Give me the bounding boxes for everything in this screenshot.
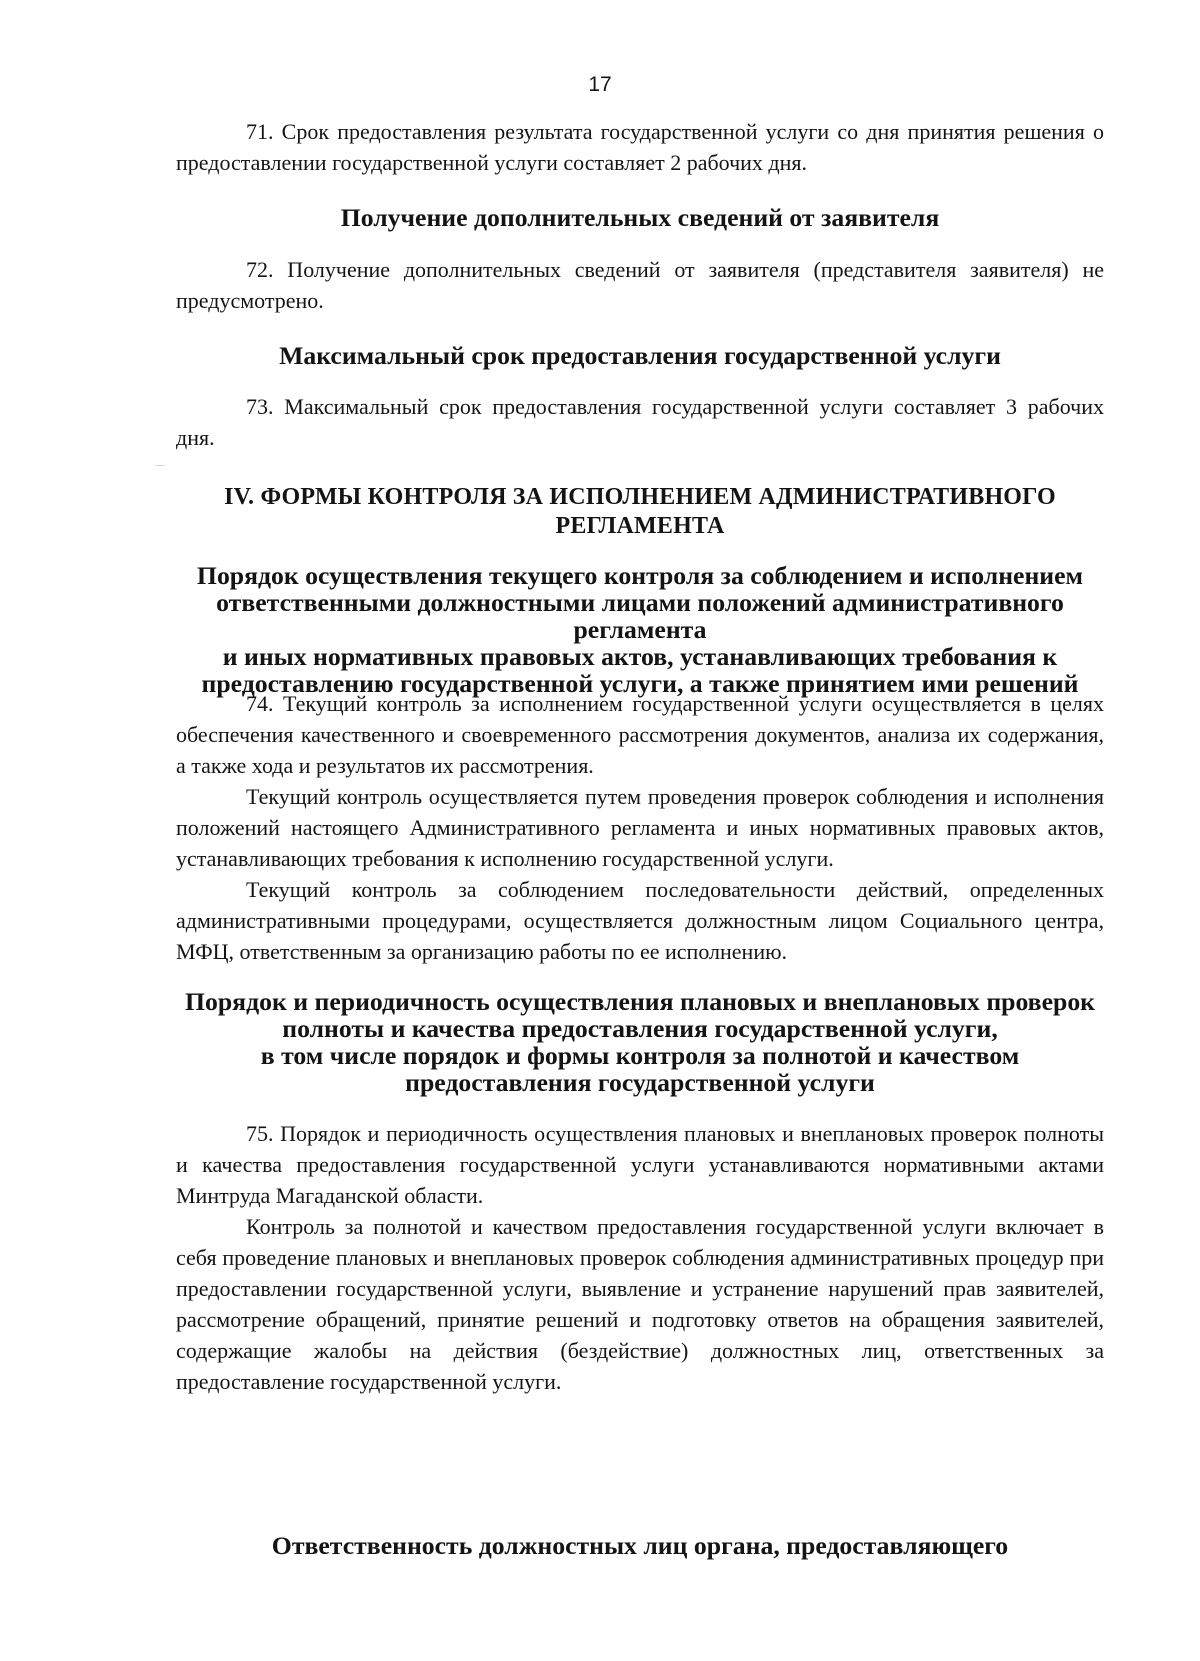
heading-line: полноты и качества предоставления государственной услуги,	[282, 1014, 998, 1043]
page-number: 17	[588, 73, 612, 96]
heading-line: предоставлению государственной услуги, а также принятием ими решений	[201, 669, 1079, 698]
paragraph-text: 74. Текущий контроль за исполнением государственной услуги осуществляется в целях обеспечения качественного и своевременного рассмотрения документов, анализа их содержания, а также хода и результатов их рассмотрения.	[176, 691, 1104, 778]
section-heading: Максимальный срок предоставления государственной услуги	[279, 341, 1001, 370]
section-heading: Получение дополнительных сведений от заявителя	[340, 203, 940, 232]
paragraph-group-74	[176, 688, 1104, 967]
heading-line: Порядок осуществления текущего контроля за соблюдением и исполнением	[196, 561, 1084, 590]
heading-line: предоставления государственной услуги	[405, 1068, 875, 1097]
paragraph-72	[176, 254, 1104, 316]
scan-artifact	[156, 465, 164, 466]
paragraph-text: 75. Порядок и периодичность осуществления плановых и внеплановых проверок полноты и качества предоставления государственной услуги устанавливаются нормативными актами Минтруда Магаданской области.	[176, 1121, 1104, 1208]
heading-line: Порядок и периодичность осуществления плановых и внеплановых проверок	[184, 987, 1096, 1016]
paragraph-group-75	[176, 1118, 1104, 1397]
heading-line: и иных нормативных правовых актов, устанавливающих требования к	[222, 642, 1058, 671]
heading-line: в том числе порядок и формы контроля за полнотой и качеством	[260, 1041, 1020, 1070]
chapter-heading-line: РЕГЛАМЕНТА	[555, 513, 725, 539]
paragraph-text: 73. Максимальный срок предоставления государственной услуги составляет 3 рабочих дня.	[176, 394, 1104, 450]
section-heading	[176, 562, 1104, 697]
paragraph-73	[176, 391, 1104, 453]
paragraph-text: Текущий контроль осуществляется путем проведения проверок соблюдения и исполнения положений настоящего Административного регламента и иных нормативных правовых актов, устанавливающих требования к исполнению государственной услуги.	[176, 784, 1104, 871]
paragraph-text: 72. Получение дополнительных сведений от заявителя (представителя заявителя) не предусмотрено.	[176, 257, 1104, 313]
chapter-heading-line: IV. ФОРМЫ КОНТРОЛЯ ЗА ИСПОЛНЕНИЕМ АДМИНИСТРАТИВНОГО	[224, 484, 1056, 510]
paragraph-text: 71. Срок предоставления результата государственной услуги со дня принятия решения о предоставлении государственной услуги составляет 2 рабочих дня.	[176, 119, 1104, 175]
section-heading	[176, 988, 1104, 1096]
chapter-heading	[176, 483, 1104, 541]
section-heading: Ответственность должностных лиц органа, предоставляющего	[271, 1531, 1009, 1560]
paragraph-71	[176, 116, 1104, 178]
heading-line: ответственными должностными лицами положений административного регламента	[216, 588, 1064, 644]
paragraph-text: Контроль за полнотой и качеством предоставления государственной услуги включает в себя проведение плановых и внеплановых проверок соблюдения административных процедур при предоставлении государственной услуги, выявление и устранение нарушений прав заявителей, рассмотрение обращений, принятие решений и подготовку ответов на обращения заявителей, содержащие жалобы на действия (бездействие) должностных лиц, ответственных за предоставление государственной услуги.	[176, 1214, 1104, 1394]
paragraph-text: Текущий контроль за соблюдением последовательности действий, определенных административными процедурами, осуществляется должностным лицом Социального центра, МФЦ, ответственным за организацию работы по ее исполнению.	[176, 877, 1104, 964]
